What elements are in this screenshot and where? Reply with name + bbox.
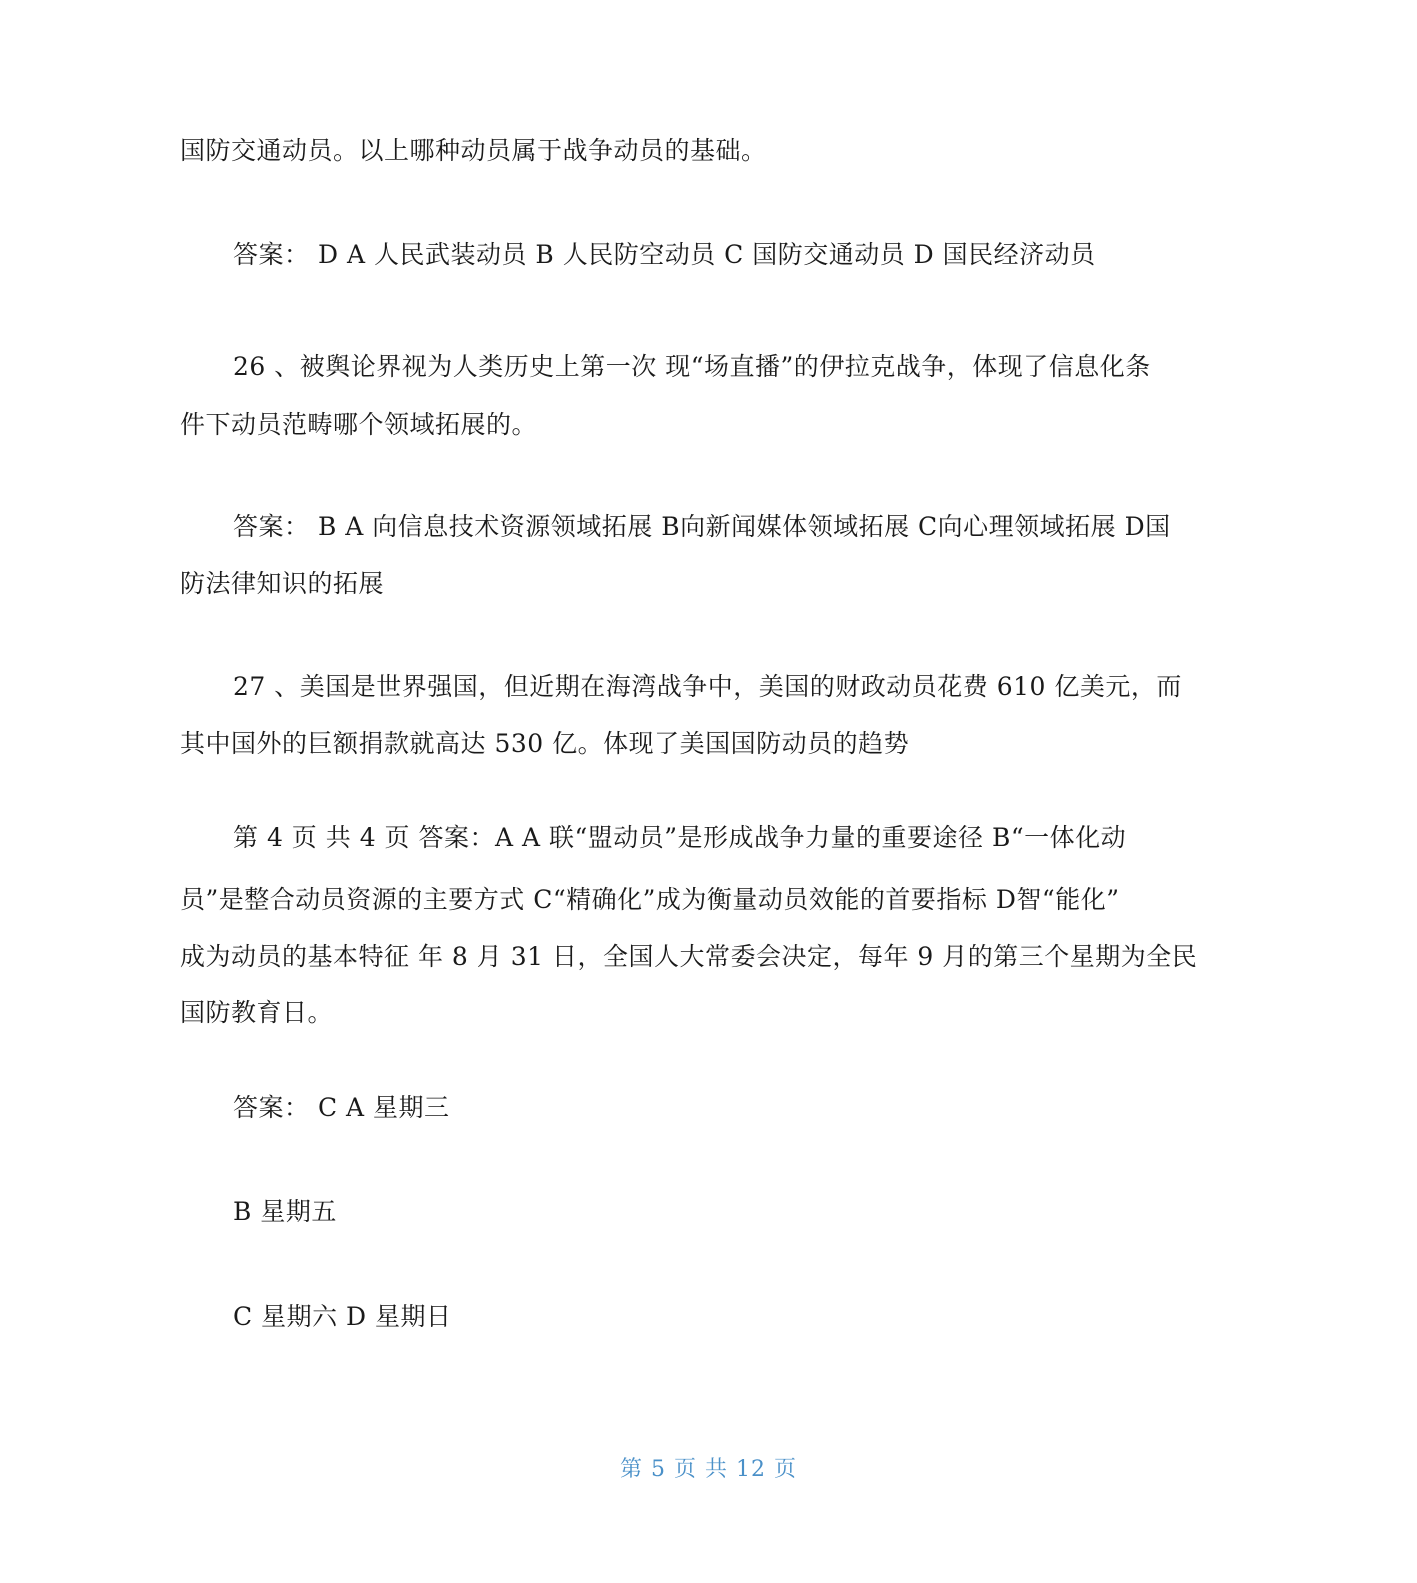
page-number-footer: 第 5 页 共 12 页: [620, 1457, 797, 1482]
question-27-line: 27 、美国是世界强国，但近期在海湾战争中，美国的财政动员花费 610 亿美元，而: [233, 672, 1182, 701]
option-line: B 星期五: [233, 1197, 337, 1226]
answer-line: 答案： D A 人民武装动员 B 人民防空动员 C 国防交通动员 D 国民经济动员: [233, 240, 1096, 269]
answer-line: 答案： B A 向信息技术资源领域拓展 B向新闻媒体领域拓展 C向心理领域拓展 D国: [233, 512, 1171, 541]
text-line: 国防教育日。: [180, 998, 334, 1027]
text-line: 其中国外的巨额捐款就高达 530 亿。体现了美国国防动员的趋势: [180, 729, 910, 758]
option-line: C 星期六 D 星期日: [233, 1302, 452, 1331]
text-line: 防法律知识的拓展: [180, 569, 385, 598]
text-line: 成为动员的基本特征 年 8 月 31 日，全国人大常委会决定，每年 9 月的第三个星期为全民: [180, 942, 1198, 971]
text-line: 国防交通动员。以上哪种动员属于战争动员的基础。: [180, 136, 767, 165]
text-line: 员”是整合动员资源的主要方式 C“精确化”成为衡量动员效能的首要指标 D智“能化”: [180, 885, 1120, 914]
question-26-line: 26 、被舆论界视为人类历史上第一次 现“场直播”的伊拉克战争，体现了信息化条: [233, 352, 1151, 381]
text-line: 件下动员范畴哪个领域拓展的。: [180, 410, 538, 439]
answer-line: 答案： C A 星期三: [233, 1093, 450, 1122]
answer-line: 第 4 页 共 4 页 答案：A A 联“盟动员”是形成战争力量的重要途径 B“一体化动: [233, 823, 1127, 852]
